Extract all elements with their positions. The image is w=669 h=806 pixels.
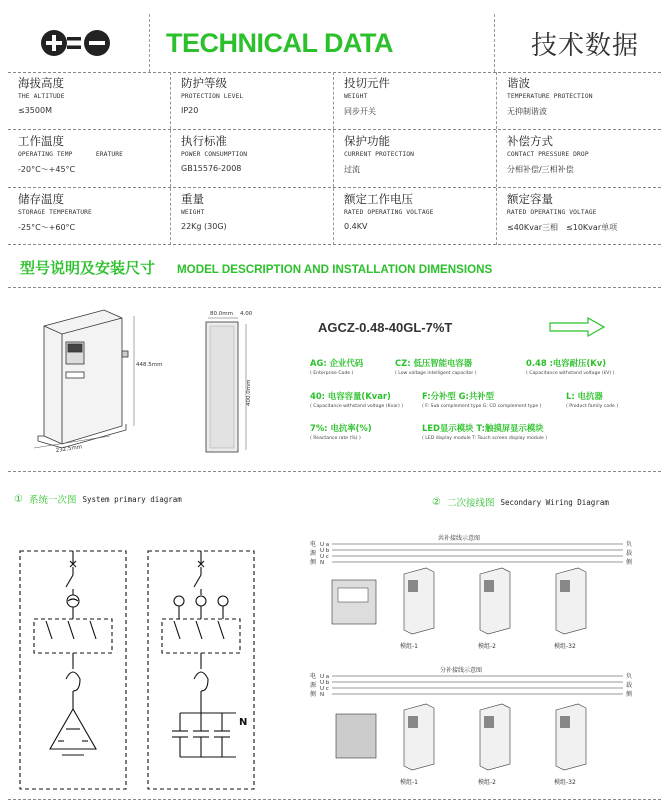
model-item-label: F:分补型 G:共补型 <box>422 391 494 401</box>
secondary-diagram-caption <box>432 495 609 509</box>
spec-row <box>8 130 661 187</box>
neutral-label: N <box>239 717 248 728</box>
title-cell <box>150 14 495 72</box>
model-item-sub: ( Enterprise Code ) <box>310 371 354 376</box>
front-height-label: 448.5mm <box>136 362 163 368</box>
primary-diagram-caption <box>14 492 182 506</box>
spec-altitude <box>8 72 171 129</box>
secondary-wiring-diagram <box>308 524 656 794</box>
caption-cn: 系统一次图 <box>28 495 77 506</box>
caption-en: Secondary Wiring Diagram <box>500 497 609 507</box>
spec-label: 海拔高度 <box>18 76 64 90</box>
load-side-char: 载 <box>626 550 633 557</box>
module-label: 模组-1 <box>400 643 418 650</box>
model-item-label: 40: 电容容量(Kvar) <box>310 391 391 401</box>
spec-value: GB15576-2008 <box>181 164 242 173</box>
spec-value: 分相补偿/三相补偿 <box>507 165 574 174</box>
model-item-cz <box>395 357 477 376</box>
spec-label: 补偿方式 <box>507 134 553 148</box>
page-title-cn: 技术数据 <box>530 30 639 61</box>
spec-value: -25°C～+60°C <box>18 223 76 232</box>
spec-label-en: POWER CONSUMPTION <box>181 151 248 158</box>
spec-label-en: STORAGE TEMPERATURE <box>18 209 92 216</box>
spec-label-en: CONTACT PRESSURE DROP <box>507 151 589 158</box>
model-item-label: L: 电抗器 <box>566 391 603 401</box>
model-item-type <box>422 390 541 409</box>
source-side-char: 侧 <box>310 559 317 566</box>
section-title-en: MODEL DESCRIPTION AND INSTALLATION DIMENSIONS <box>177 263 493 276</box>
spec-value: 22Kg (30G) <box>181 222 227 231</box>
spec-label-en: CURRENT PROTECTION <box>344 151 415 158</box>
source-side-char: 电 <box>310 541 317 548</box>
model-item-label: CZ: 低压智能电容器 <box>395 358 473 368</box>
spec-compensation-mode <box>497 130 660 187</box>
spec-storage-temp <box>8 188 171 245</box>
spec-label: 重量 <box>181 192 204 206</box>
load-side-char: 载 <box>626 682 633 689</box>
phase-label: N <box>320 692 325 698</box>
spec-label: 额定工作电压 <box>344 192 413 206</box>
spec-label: 防护等级 <box>181 76 227 90</box>
spec-label-en: RATED OPERATING VOLTAGE <box>344 209 434 216</box>
model-item-label: 7%: 电抗率(%) <box>310 423 372 433</box>
spec-weight <box>171 188 334 245</box>
divider <box>8 187 661 188</box>
spec-rated-voltage <box>334 188 497 245</box>
phase-label: U c <box>320 686 329 692</box>
model-item-sub: ( Product family code ) <box>566 404 619 409</box>
source-side-char: 侧 <box>310 691 317 698</box>
source-side-char: 电 <box>310 673 317 680</box>
capacitor-module <box>480 704 510 770</box>
bus-lines-top <box>332 544 623 562</box>
spec-label: 执行标准 <box>181 134 227 148</box>
spec-label: 投切元件 <box>344 76 390 90</box>
model-item-sub: ( F: Sub complement type G: CO complement type ) <box>422 404 542 409</box>
capacitor-side-view <box>206 318 246 452</box>
phase-label: U b <box>320 680 330 686</box>
spec-value: ≤3500M <box>18 106 52 115</box>
spec-switching-element <box>334 72 497 129</box>
phase-label: U a <box>320 674 330 680</box>
system-primary-diagram <box>14 545 274 793</box>
spec-label: 工作温度 <box>18 134 64 148</box>
caption-cn: 二次接线图 <box>446 498 495 509</box>
spec-protection-level <box>171 72 334 129</box>
load-side-char: 侧 <box>626 559 633 566</box>
phase-label: U b <box>320 548 330 554</box>
logo-cell <box>8 14 150 72</box>
phase-label: U c <box>320 554 329 560</box>
spec-value: ≤40Kvar三相 ≤10Kvar单项 <box>507 223 618 232</box>
side-width-label: 80.0mm <box>210 311 233 317</box>
arrow-right-icon <box>548 316 608 338</box>
spec-label: 保护功能 <box>344 134 390 148</box>
source-side-char: 源 <box>310 550 317 557</box>
spec-value: 无抑制谐波 <box>507 107 547 116</box>
capacitor-module <box>556 704 586 770</box>
spec-value: -20°C～+45°C <box>18 165 76 174</box>
capacitor-front-view <box>38 310 128 448</box>
spec-label: 额定容量 <box>507 192 553 206</box>
divider <box>8 287 661 288</box>
source-side-char: 源 <box>310 682 317 689</box>
divider <box>8 129 661 130</box>
model-item-sub: ( Reactance rate (%) ) <box>310 436 361 441</box>
caption-en: System primary diagram <box>82 494 182 504</box>
module-label: 模组-2 <box>478 779 496 786</box>
spec-label-en: WEIGHT <box>344 93 368 100</box>
spec-label-en: WEIGHT <box>181 209 205 216</box>
plus-equals-minus-logo-icon <box>39 28 119 58</box>
spec-harmonic <box>497 72 660 129</box>
module-label: 模组-32 <box>554 643 576 650</box>
spec-value: 0.4KV <box>344 222 368 231</box>
model-item-capacity <box>310 390 403 409</box>
load-side-char: 负 <box>626 541 633 548</box>
capacitor-module <box>480 568 510 634</box>
spec-label-en: TEMPERATURE PROTECTION <box>507 93 593 100</box>
spec-protection-function <box>334 130 497 187</box>
section-title-cn: 型号说明及安装尺寸 <box>20 259 156 277</box>
cn-title-cell <box>495 14 661 72</box>
module-label: 模组-2 <box>478 643 496 650</box>
side-depth-label: 4.00 <box>240 311 253 317</box>
spec-label: 储存温度 <box>18 192 64 206</box>
spec-rated-capacity <box>497 188 660 245</box>
phase-label: N <box>320 560 325 566</box>
load-side-char: 负 <box>626 673 633 680</box>
capacitor-module <box>404 568 434 634</box>
spec-label-en: OPERATING TEMP ERATURE <box>18 151 124 158</box>
module-label: 模组-32 <box>554 779 576 786</box>
page-title: TECHNICAL DATA <box>166 27 393 58</box>
spec-grid <box>8 72 661 245</box>
divider <box>8 799 661 800</box>
spec-row <box>8 188 661 245</box>
spec-operating-temp <box>8 130 171 187</box>
model-item-reactance <box>310 422 372 441</box>
caption-number: ① <box>14 493 23 505</box>
controller-panel <box>336 714 376 758</box>
spec-label-en: PROTECTION LEVEL <box>181 93 244 100</box>
model-item-display <box>422 422 547 441</box>
divider <box>8 244 661 245</box>
model-item-sub: ( Capacitance withstand voltage (kV) ) <box>526 371 615 376</box>
product-dimension-drawing <box>14 296 294 456</box>
spec-value: 同步开关 <box>344 107 376 116</box>
load-side-char: 侧 <box>626 691 633 698</box>
bus-lines-bottom <box>332 676 623 694</box>
spec-label-en: THE ALTITUDE <box>18 93 65 100</box>
spec-value: IP20 <box>181 106 199 115</box>
model-item-sub: ( Capacitance withstand voltage (Kvar) ) <box>310 404 404 409</box>
spec-value: 过流 <box>344 165 360 174</box>
model-code: AGCZ-0.48-40GL-7%T <box>318 320 453 335</box>
spec-row <box>8 72 661 129</box>
model-item-label: LED显示模块 T:触摸屏显示模块 <box>422 423 544 433</box>
spec-label-en: RATED OPERATING VOLTAGE <box>507 209 597 216</box>
spec-label: 谐波 <box>507 76 530 90</box>
front-width-label: 232.5mm <box>55 444 83 454</box>
model-item-sub: ( Low voltage intelligent capacitor ) <box>395 371 477 376</box>
split-wiring-title: 分补接线示意图 <box>440 667 483 674</box>
model-item-voltage <box>526 357 614 376</box>
phase-label: U a <box>320 542 330 548</box>
model-item-sub: ( LED display module T: Touch screen display module ) <box>422 436 548 441</box>
module-label: 模组-1 <box>400 779 418 786</box>
model-item-ag <box>310 357 363 376</box>
common-wiring-title: 共补接线示意图 <box>438 535 481 542</box>
section-title <box>20 257 492 278</box>
model-item-reactor <box>566 390 618 409</box>
caption-number: ② <box>432 496 441 508</box>
header <box>8 14 661 72</box>
model-item-label: 0.48 :电容耐压(Kv) <box>526 358 607 368</box>
capacitor-module <box>556 568 586 634</box>
model-item-label: AG: 企业代码 <box>310 358 364 368</box>
side-height-label: 400.0mm <box>246 379 252 406</box>
capacitor-module <box>404 704 434 770</box>
spec-standard <box>171 130 334 187</box>
divider <box>8 471 661 472</box>
